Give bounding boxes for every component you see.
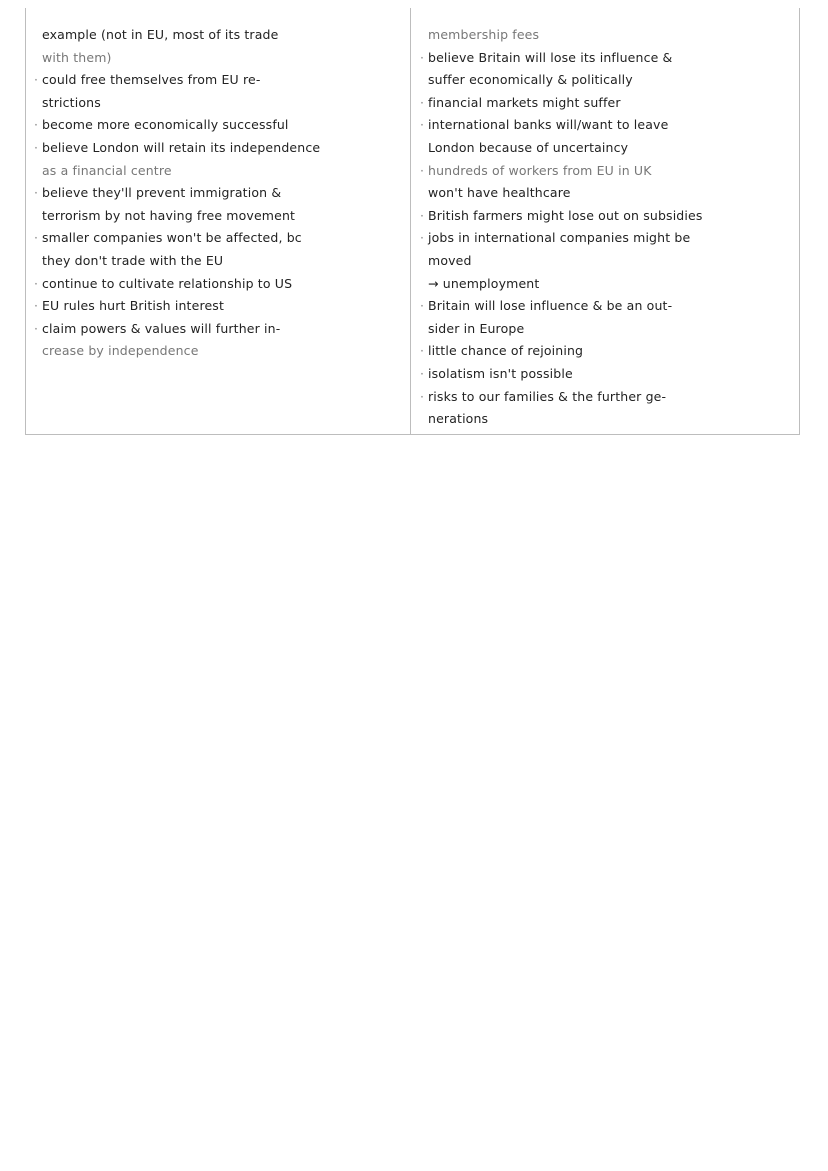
note-text: claim powers & values will further in- [42, 320, 281, 336]
bullet: · [420, 207, 425, 223]
list-item [34, 295, 406, 318]
note-text: strictions [42, 94, 101, 110]
note-text: nerations [428, 411, 489, 427]
note-text: little chance of rejoining [428, 343, 584, 359]
note-text: moved [428, 252, 472, 268]
bullet: · [420, 94, 425, 110]
list-item [34, 160, 406, 183]
bullet: · [34, 139, 39, 155]
note-text: crease by independence [42, 343, 199, 359]
right-column [420, 24, 798, 431]
list-item [34, 318, 406, 341]
notes-table [25, 8, 800, 435]
bullet: · [34, 298, 39, 314]
note-text: as a financial centre [42, 162, 172, 178]
list-item [420, 363, 798, 386]
bullet: · [34, 230, 39, 246]
note-text: suffer economically & politically [428, 72, 633, 88]
note-text: could free themselves from EU re- [42, 72, 261, 88]
bullet: · [34, 320, 39, 336]
list-item [34, 47, 406, 70]
list-item [420, 227, 798, 250]
list-item [420, 69, 798, 92]
list-item [34, 273, 406, 296]
column-divider [410, 8, 411, 434]
list-item [34, 92, 406, 115]
note-text: hundreds of workers from EU in UK [428, 162, 652, 178]
list-item [420, 47, 798, 70]
note-text: risks to our families & the further ge- [428, 388, 667, 404]
list-item [34, 205, 406, 228]
list-item [420, 114, 798, 137]
note-text: believe they'll prevent immigration & [42, 185, 282, 201]
note-text: believe Britain will lose its influence & [428, 49, 673, 65]
bullet: · [34, 117, 39, 133]
list-item [420, 250, 798, 273]
list-item [420, 137, 798, 160]
list-item [420, 386, 798, 409]
note-text: isolatism isn't possible [428, 365, 573, 381]
list-item [420, 340, 798, 363]
list-item [34, 114, 406, 137]
bullet: · [420, 298, 425, 314]
bullet: · [34, 185, 39, 201]
bullet: · [420, 388, 425, 404]
note-text: EU rules hurt British interest [42, 298, 225, 314]
list-item [420, 318, 798, 341]
note-text: with them) [42, 49, 112, 65]
note-text: jobs in international companies might be [428, 230, 691, 246]
list-item [420, 273, 798, 296]
list-item [34, 182, 406, 205]
list-item [34, 69, 406, 92]
bullet: · [420, 162, 425, 178]
note-text: international banks will/want to leave [428, 117, 669, 133]
note-text: continue to cultivate relationship to US [42, 275, 293, 291]
note-text: Britain will lose influence & be an out- [428, 298, 673, 314]
note-text: membership fees [428, 27, 540, 42]
note-text: → unemployment [428, 275, 540, 291]
left-column [34, 24, 406, 363]
list-item [34, 137, 406, 160]
bullet: · [34, 72, 39, 88]
list-item [420, 205, 798, 228]
list-item [34, 250, 406, 273]
list-item [420, 408, 798, 431]
note-text: believe London will retain its independence [42, 139, 321, 155]
list-item [420, 182, 798, 205]
note-text: London because of uncertaincy [428, 139, 629, 155]
list-item [420, 24, 798, 47]
list-item [34, 227, 406, 250]
list-item [420, 160, 798, 183]
bullet: · [420, 49, 425, 65]
note-text: terrorism by not having free movement [42, 207, 296, 223]
note-text: become more economically successful [42, 117, 289, 133]
note-text: financial markets might suffer [428, 94, 621, 110]
list-item [420, 295, 798, 318]
note-text: won't have healthcare [428, 185, 571, 201]
bullet: · [34, 275, 39, 291]
list-item [34, 340, 406, 363]
bullet: · [420, 343, 425, 359]
bullet: · [420, 230, 425, 246]
note-text: sider in Europe [428, 320, 525, 336]
note-text: they don't trade with the EU [42, 252, 224, 268]
list-item [420, 92, 798, 115]
bullet: · [420, 117, 425, 133]
bullet: · [420, 365, 425, 381]
note-text: British farmers might lose out on subsidies [428, 207, 703, 223]
note-text: smaller companies won't be affected, bc [42, 230, 302, 246]
note-text: example (not in EU, most of its trade [42, 27, 279, 42]
list-item [34, 24, 406, 47]
